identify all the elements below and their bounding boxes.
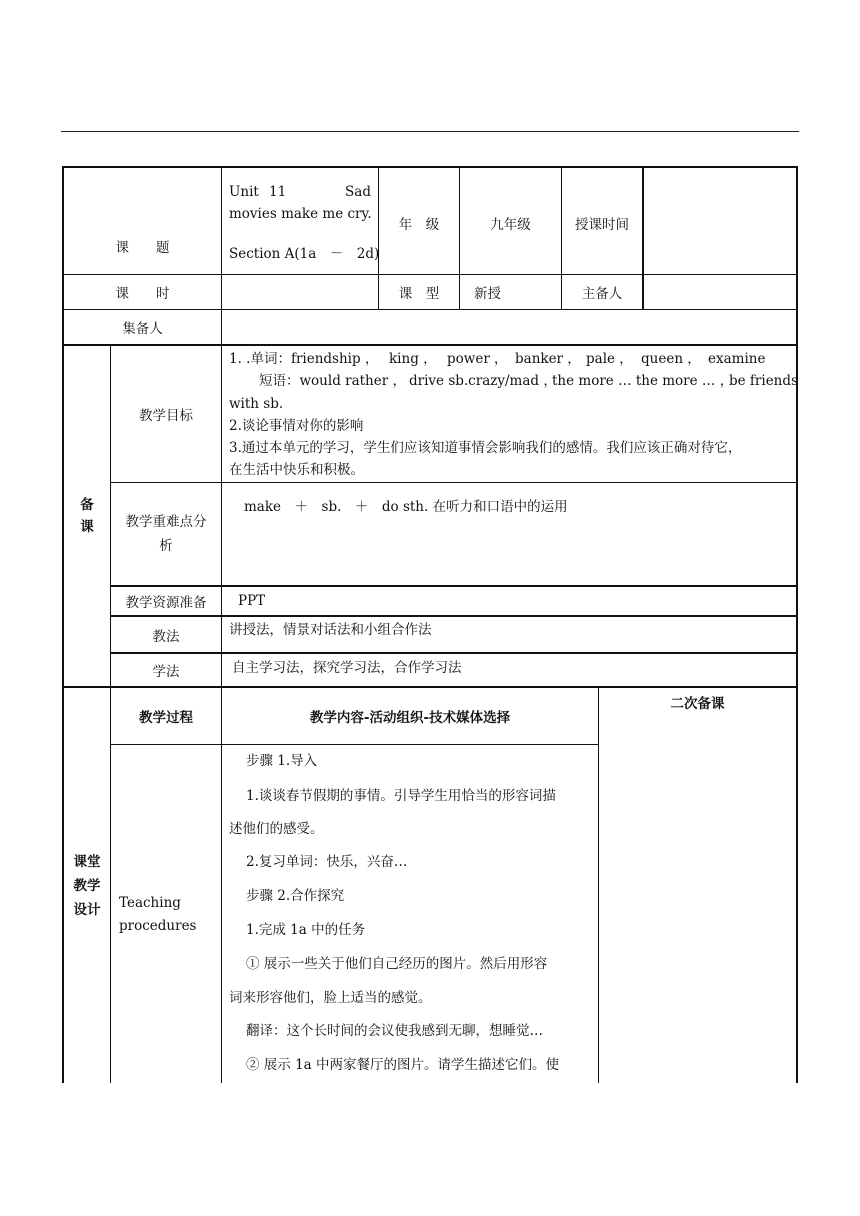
prep-side-char-1: 备 [80,497,94,513]
content-header [222,688,598,744]
topic-value-line3: Section A(1a － 2d) [229,246,380,262]
group-label [64,310,221,344]
type-value [474,275,560,309]
goals-word-3: power ， [447,351,508,367]
class-side-line-2: 教学 [73,877,101,894]
key-label-line1: 教学重难点分 [125,514,207,530]
time-label-text: 授课时间 [575,217,629,233]
class-side-label [64,688,110,1083]
topic-value-line2: movies make me cry. [229,206,372,222]
header-rule [61,131,799,132]
content-line: 1.完成 1a 中的任务 [246,922,366,938]
topic-word-number: 11 [269,184,287,200]
content-line: 述他们的感受。 [229,821,324,837]
goals-phrase-4: be friends [729,373,798,389]
process-header-text: 教学过程 [139,710,193,726]
content-line: 翻译：这个长时间的会议使我感到无聊，想睡觉… [246,1023,543,1039]
prep-side-label [64,346,110,686]
period-label [64,275,221,309]
goals-word-6: queen ， [641,351,701,367]
period-label-text: 课 时 [115,286,170,302]
resource-label [111,587,221,615]
goals-word-1: 1. .单词：friendship ， [229,351,379,367]
grade-value [460,210,561,236]
process-header [111,688,221,744]
procedures-label-line2: procedures [119,918,197,934]
grade-value-text: 九年级 [490,217,531,233]
period-value[interactable] [222,275,378,309]
goals-line-5: 3.通过本单元的学习，学生们应该知道事情会影响我们的感情。我们应该正确对待它， [229,440,742,456]
grade-label-text: 年 级 [398,217,440,233]
goals-word-7: examine [708,351,766,367]
prep-side-char-2: 课 [80,519,94,535]
goals-label [111,346,221,482]
content-line: 2.复习单词：快乐，兴奋… [246,854,408,870]
rule-class-header-bottom [110,744,599,745]
key-label [111,483,221,585]
learn-label-text: 学法 [152,664,180,680]
content-line: 步骤 2.合作探究 [246,888,345,904]
method-label [111,617,221,652]
goals-line-4: 2.谈论事情对你的影响 [229,418,364,434]
content-line: ① 展示一些关于他们自己经历的图片。然后用形容 [246,956,548,972]
goals-phrase-2: drive sb.crazy/mad ， [409,373,557,389]
class-side-line-3: 设计 [73,901,101,918]
preparer-label [562,275,642,309]
learn-label [111,654,221,686]
grade-label [379,210,459,236]
goals-line-3: with sb. [229,396,284,412]
learn-value: 自主学习法，探究学习法，合作学习法 [232,660,462,676]
goals-phrase-3: the more … the more … ， [552,373,734,389]
goals-phrase-1: 短语：would rather ， [259,373,406,389]
method-label-text: 教法 [152,628,180,645]
type-label-text: 课 型 [398,286,440,302]
content-line: 步骤 1.导入 [246,753,318,769]
second-prep-header-text: 二次备课 [670,696,725,712]
resource-value: PPT [238,593,266,609]
goals-word-2: king ， [389,351,437,367]
vrule-second [598,686,599,1083]
procedures-label [119,892,196,938]
preparer-value[interactable] [644,275,796,309]
content-line: ② 展示 1a 中两家餐厅的图片。请学生描述它们。使 [246,1057,560,1073]
preparer-label-text: 主备人 [581,286,623,302]
group-value[interactable] [222,310,796,344]
time-value[interactable] [644,210,796,236]
topic-word-unit: Unit [229,184,259,200]
topic-value-line1 [229,184,371,204]
type-label [379,275,459,309]
class-side-line-1: 课堂 [73,853,101,870]
goals-line-6: 在生活中快乐和积极。 [229,462,364,478]
group-label-text: 集备人 [122,321,163,337]
table-border-right [796,166,798,1083]
key-value: make ＋ sb. ＋ do sth. 在听力和口语中的运用 [244,499,568,515]
second-prep-header [599,692,796,714]
vrule-row12-c [459,166,460,310]
type-value-text: 新授 [474,286,501,302]
procedures-label-line1: Teaching [119,895,181,911]
topic-label [64,232,221,260]
goals-word-5: pale ， [586,351,633,367]
resource-label-text: 教学资源准备 [125,595,207,611]
content-line: 词来形容他们，脸上适当的感觉。 [229,990,432,1006]
content-header-text: 教学内容-活动组织-技术媒体选择 [309,710,511,726]
topic-word-sad: Sad [345,184,371,200]
key-label-line2: 析 [159,538,173,554]
time-label [562,210,642,236]
goals-word-4: banker ， [515,351,581,367]
topic-label-text: 课 题 [115,240,170,256]
method-value: 讲授法，情景对话法和小组合作法 [229,622,432,638]
table-border-top [62,166,798,168]
content-line: 1.谈谈春节假期的事情。引导学生用恰当的形容词描 [246,788,556,804]
goals-label-text: 教学目标 [139,408,193,424]
